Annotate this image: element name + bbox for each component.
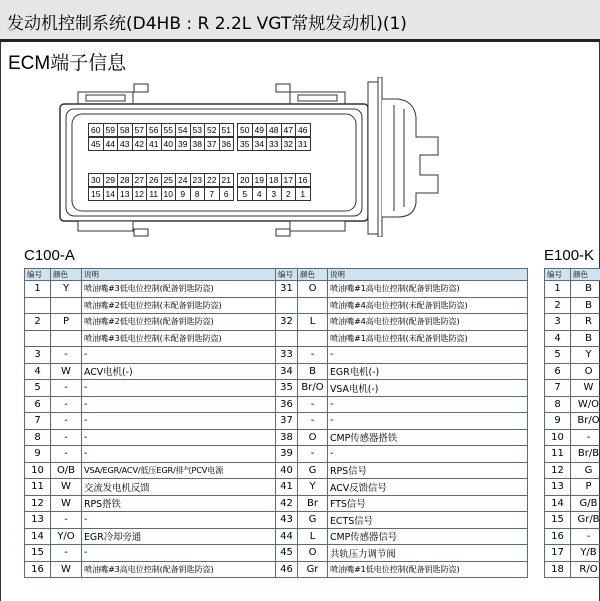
description-cell: EGR冷却旁通 (82, 528, 276, 545)
wire-color-cell: R (571, 314, 600, 331)
pin-number-cell: 34 (276, 363, 298, 380)
wire-color-cell: B (571, 297, 600, 314)
connector-pin: 14 (103, 187, 119, 201)
wire-color-cell: - (298, 446, 328, 463)
table-row (25, 446, 528, 463)
description-cell: - (328, 413, 528, 430)
table-row (545, 429, 600, 446)
pin-number-cell: 11 (25, 479, 51, 496)
table-row (545, 281, 600, 298)
description-cell: 喷油嘴#3高电位控制(配备钥匙防盗) (82, 561, 276, 578)
connector-pin: 50 (237, 123, 253, 137)
table-row (545, 396, 600, 413)
pin-number-cell: 3 (545, 314, 571, 331)
connector-pin: 42 (132, 137, 148, 151)
connector-pin: 11 (146, 187, 162, 201)
table-row (25, 512, 528, 529)
pin-row-bottom-1 (88, 173, 310, 187)
pin-number-cell: 5 (25, 380, 51, 397)
pin-number-cell: 35 (276, 380, 298, 397)
connector-pin: 12 (132, 187, 148, 201)
pin-number-cell: 13 (25, 512, 51, 529)
table-row (545, 528, 600, 545)
wire-color-cell: Y (51, 281, 82, 298)
wire-color-cell: W/O (571, 396, 600, 413)
connector-pin: 46 (295, 123, 311, 137)
connector-tab (134, 84, 148, 92)
description-cell: CMP传感器搭铁 (328, 429, 528, 446)
wire-color-cell (51, 297, 82, 314)
connector-pin: 27 (132, 173, 148, 187)
wire-color-cell: P (51, 314, 82, 331)
wire-color-cell (298, 297, 328, 314)
wire-color-cell: - (298, 347, 328, 364)
pin-number-cell: 45 (276, 545, 298, 562)
connector-pin: 41 (146, 137, 162, 151)
description-cell: 喷油嘴#3低电位控制(未配备钥匙防盗) (82, 330, 276, 347)
description-cell: VSA/EGR/ACV/低压EGR/排气PCV电源 (82, 462, 276, 479)
wire-color-cell: Br/B (571, 446, 600, 463)
description-cell: CMP传感器信号 (328, 528, 528, 545)
connector-flange (368, 82, 378, 234)
connector-pin: 7 (204, 187, 220, 201)
wire-color-cell: B (298, 363, 328, 380)
table-e100-k (544, 268, 600, 578)
col-header-color: 颜色 (571, 269, 600, 281)
wire-color-cell: - (298, 396, 328, 413)
wire-color-cell: - (51, 347, 82, 364)
wire-color-cell: G (298, 512, 328, 529)
connector-pin: 22 (204, 173, 220, 187)
wire-color-cell: O (298, 281, 328, 298)
wire-color-cell: Gr (298, 561, 328, 578)
connector-pin: 25 (161, 173, 177, 187)
table-row (545, 363, 600, 380)
wire-color-cell: Br (298, 495, 328, 512)
description-cell: RPS搭铁 (82, 495, 276, 512)
description-cell: ACV电机(-) (82, 363, 276, 380)
connector-pin: 52 (204, 123, 220, 137)
wire-color-cell: Y (571, 347, 600, 364)
connector-pin: 58 (117, 123, 133, 137)
table-row (545, 561, 600, 578)
description-cell: 喷油嘴#2低电位控制(未配备钥匙防盗) (82, 297, 276, 314)
wire-color-cell: O (298, 429, 328, 446)
connector-pin: 8 (190, 187, 206, 201)
page-title: 发动机控制系统(D4HB : R 2.2L VGT常规发动机)(1) (7, 14, 407, 34)
pin-row-top-1 (88, 123, 310, 137)
table-row (25, 297, 528, 314)
description-cell: - (82, 545, 276, 562)
description-cell: 喷油嘴#1高电位控制(未配备钥匙防盗) (328, 330, 528, 347)
table-row (25, 347, 528, 364)
pin-number-cell: 2 (25, 314, 51, 331)
connector-flange-edge (378, 77, 382, 237)
connector-pin: 33 (266, 137, 282, 151)
pin-number-cell: 1 (25, 281, 51, 298)
section-title: ECM端子信息 (8, 53, 127, 74)
wire-color-cell: - (51, 396, 82, 413)
connector-pin: 24 (175, 173, 191, 187)
table-row (25, 561, 528, 578)
pin-number-cell: 14 (545, 495, 571, 512)
wire-color-cell: B (571, 330, 600, 347)
description-cell: - (82, 347, 276, 364)
connector-pin: 21 (219, 173, 235, 187)
pin-number-cell: 7 (545, 380, 571, 397)
table-row (25, 363, 528, 380)
table-row (545, 479, 600, 496)
pin-number-cell: 15 (545, 512, 571, 529)
connector-clip (290, 221, 345, 231)
pin-row-bottom-2 (88, 187, 310, 201)
pin-number-cell (276, 330, 298, 347)
pin-number-cell: 40 (276, 462, 298, 479)
connector-pin: 4 (252, 187, 268, 201)
pin-number-cell: 5 (545, 347, 571, 364)
table-row (25, 413, 528, 430)
pin-number-cell: 10 (25, 462, 51, 479)
description-cell: - (82, 380, 276, 397)
connector-pin: 57 (132, 123, 148, 137)
connector-pin: 51 (219, 123, 235, 137)
col-header-desc: 说明 (328, 269, 528, 281)
pin-number-cell: 13 (545, 479, 571, 496)
description-cell: ACV反馈信号 (328, 479, 528, 496)
wire-color-cell: L (298, 314, 328, 331)
description-cell: 喷油嘴#1高电位控制(配备钥匙防盗) (328, 281, 528, 298)
table-row (25, 380, 528, 397)
connector-pin: 54 (175, 123, 191, 137)
wire-color-cell: Br/O (298, 380, 328, 397)
wire-color-cell: R/O (571, 561, 600, 578)
table-row (25, 462, 528, 479)
connector-pin: 59 (103, 123, 119, 137)
connector-pin: 43 (117, 137, 133, 151)
wire-color-cell (298, 330, 328, 347)
table-row (25, 330, 528, 347)
connector-pin: 23 (190, 173, 206, 187)
wire-color-cell: G (571, 462, 600, 479)
col-header-num: 编号 (545, 269, 571, 281)
table-row (545, 462, 600, 479)
pin-number-cell: 4 (25, 363, 51, 380)
table-row (545, 330, 600, 347)
wire-color-cell: W (51, 495, 82, 512)
description-cell: - (82, 396, 276, 413)
pin-number-cell: 39 (276, 446, 298, 463)
connector-pin: 55 (161, 123, 177, 137)
pin-number-cell: 11 (545, 446, 571, 463)
connector-pin: 49 (252, 123, 268, 137)
connector-tab (134, 229, 148, 236)
pin-number-cell: 12 (25, 495, 51, 512)
pin-number-cell (25, 330, 51, 347)
table-row (545, 297, 600, 314)
col-header-num: 编号 (25, 269, 51, 281)
table-header-row (25, 269, 528, 281)
table-row (25, 281, 528, 298)
pin-number-cell: 9 (545, 413, 571, 430)
col-header-color: 颜色 (51, 269, 82, 281)
connector-pin: 29 (103, 173, 119, 187)
pin-number-cell: 6 (25, 396, 51, 413)
connector-diagram (58, 77, 448, 237)
col-header-num: 编号 (276, 269, 298, 281)
col-header-color: 颜色 (298, 269, 328, 281)
pin-number-cell: 32 (276, 314, 298, 331)
table-row (25, 429, 528, 446)
connector-pin: 47 (281, 123, 297, 137)
wire-color-cell: Br/O (571, 413, 600, 430)
wire-color-cell (51, 330, 82, 347)
connector-pin: 48 (266, 123, 282, 137)
wire-color-cell: - (51, 512, 82, 529)
wire-color-cell: G (298, 462, 328, 479)
description-cell: 喷油嘴#2低电位控制(配备钥匙防盗) (82, 314, 276, 331)
connector-pin: 37 (204, 137, 220, 151)
pin-number-cell: 18 (545, 561, 571, 578)
table-row (545, 545, 600, 562)
wire-color-cell: - (51, 446, 82, 463)
connector-pin: 31 (295, 137, 311, 151)
connector-pin: 15 (88, 187, 104, 201)
table-row (25, 479, 528, 496)
connector-pin: 10 (161, 187, 177, 201)
connector-pin: 9 (175, 187, 191, 201)
wire-color-cell: - (571, 429, 600, 446)
table-row (25, 314, 528, 331)
connector-pin: 18 (266, 173, 282, 187)
pin-number-cell: 36 (276, 396, 298, 413)
wire-color-cell: - (51, 545, 82, 562)
connector-pin: 19 (252, 173, 268, 187)
table-c100-a (24, 268, 528, 578)
pin-number-cell: 9 (25, 446, 51, 463)
wire-color-cell: Gr/B (571, 512, 600, 529)
pin-number-cell: 3 (25, 347, 51, 364)
pin-number-cell: 37 (276, 413, 298, 430)
pin-number-cell: 46 (276, 561, 298, 578)
pin-number-cell: 16 (545, 528, 571, 545)
connector-pin: 6 (219, 187, 235, 201)
description-cell: 交流发电机反馈 (82, 479, 276, 496)
connector-pin: 34 (252, 137, 268, 151)
connector-pin: 56 (146, 123, 162, 137)
connector-pin: 16 (295, 173, 311, 187)
pin-number-cell: 2 (545, 297, 571, 314)
pin-number-cell: 33 (276, 347, 298, 364)
pin-number-cell: 43 (276, 512, 298, 529)
connector-pin: 44 (103, 137, 119, 151)
pin-number-cell: 7 (25, 413, 51, 430)
description-cell: - (328, 446, 528, 463)
pin-number-cell (25, 297, 51, 314)
pin-number-cell: 14 (25, 528, 51, 545)
connector-pin: 38 (190, 137, 206, 151)
table-row (545, 512, 600, 529)
connector-pin: 13 (117, 187, 133, 201)
table-row (545, 495, 600, 512)
connector-pin: 35 (237, 137, 253, 151)
table-header-row (545, 269, 600, 281)
description-cell: - (82, 413, 276, 430)
pin-number-cell: 17 (545, 545, 571, 562)
wire-color-cell: Y (298, 479, 328, 496)
description-cell: VSA电机(-) (328, 380, 528, 397)
pin-number-cell: 8 (25, 429, 51, 446)
pin-number-cell: 41 (276, 479, 298, 496)
connector-pin: 45 (88, 137, 104, 151)
connector-pin: 20 (237, 173, 253, 187)
wire-color-cell: O (298, 545, 328, 562)
wire-color-cell: - (571, 528, 600, 545)
connector-pin: 28 (117, 173, 133, 187)
table-row (25, 545, 528, 562)
description-cell: - (82, 512, 276, 529)
wire-color-cell: B (571, 281, 600, 298)
col-header-desc: 说明 (82, 269, 276, 281)
wire-color-cell: Y/B (571, 545, 600, 562)
connector-pin: 30 (88, 173, 104, 187)
table-k-label: E100-K (544, 247, 595, 264)
wire-color-cell: W (51, 479, 82, 496)
description-cell: ECTS信号 (328, 512, 528, 529)
table-row (545, 314, 600, 331)
table-row (25, 528, 528, 545)
description-cell: 喷油嘴#1低电位控制(配备钥匙防盗) (328, 561, 528, 578)
connector-tab (276, 84, 290, 92)
connector-pin: 17 (281, 173, 297, 187)
pin-number-cell: 1 (545, 281, 571, 298)
pin-number-cell: 16 (25, 561, 51, 578)
connector-pin: 5 (237, 187, 253, 201)
connector-pin: 3 (266, 187, 282, 201)
description-cell: - (328, 347, 528, 364)
connector-boot (382, 99, 438, 217)
table-a-label: C100-A (24, 247, 75, 264)
description-cell: 喷油嘴#4高电位控制(未配备钥匙防盗) (328, 297, 528, 314)
connector-pin: 32 (281, 137, 297, 151)
description-cell: - (82, 429, 276, 446)
description-cell: - (328, 396, 528, 413)
title-bar (0, 0, 600, 39)
wire-color-cell: P (571, 479, 600, 496)
pin-number-cell (276, 297, 298, 314)
connector-pin: 26 (146, 173, 162, 187)
pin-row-top-2 (88, 137, 310, 151)
description-cell: FTS信号 (328, 495, 528, 512)
pin-number-cell: 15 (25, 545, 51, 562)
wire-color-cell: W (51, 363, 82, 380)
table-row (25, 396, 528, 413)
pin-number-cell: 31 (276, 281, 298, 298)
wire-color-cell: - (298, 413, 328, 430)
description-cell: 喷油嘴#4高电位控制(配备钥匙防盗) (328, 314, 528, 331)
wire-color-cell: L (298, 528, 328, 545)
wire-color-cell: - (51, 429, 82, 446)
connector-pin: 53 (190, 123, 206, 137)
connector-pin: 36 (219, 137, 235, 151)
pin-number-cell: 42 (276, 495, 298, 512)
pin-number-cell: 6 (545, 363, 571, 380)
wire-color-cell: - (51, 413, 82, 430)
description-cell: 喷油嘴#3低电位控制(配备钥匙防盗) (82, 281, 276, 298)
description-cell: 共轨压力调节阀 (328, 545, 528, 562)
table-row (545, 446, 600, 463)
description-cell: EGR电机(-) (328, 363, 528, 380)
connector-pin: 39 (175, 137, 191, 151)
wire-color-cell: O (571, 363, 600, 380)
connector-clip (78, 221, 133, 231)
pin-number-cell: 38 (276, 429, 298, 446)
pin-number-cell: 4 (545, 330, 571, 347)
wire-color-cell: Y/O (51, 528, 82, 545)
wire-color-cell: W (51, 561, 82, 578)
table-row (545, 380, 600, 397)
table-row (25, 495, 528, 512)
pin-number-cell: 44 (276, 528, 298, 545)
connector-pin: 40 (161, 137, 177, 151)
wire-color-cell: G/B (571, 495, 600, 512)
connector-pin: 60 (88, 123, 104, 137)
table-row (545, 413, 600, 430)
connector-tab (276, 229, 290, 236)
pin-number-cell: 10 (545, 429, 571, 446)
wire-color-cell: O/B (51, 462, 82, 479)
pin-number-cell: 8 (545, 396, 571, 413)
wire-color-cell: - (51, 380, 82, 397)
description-cell: RPS信号 (328, 462, 528, 479)
description-cell: - (82, 446, 276, 463)
wire-color-cell: W (571, 380, 600, 397)
connector-pin: 1 (295, 187, 311, 201)
table-row (545, 347, 600, 364)
pin-number-cell: 12 (545, 462, 571, 479)
connector-pin: 2 (281, 187, 297, 201)
